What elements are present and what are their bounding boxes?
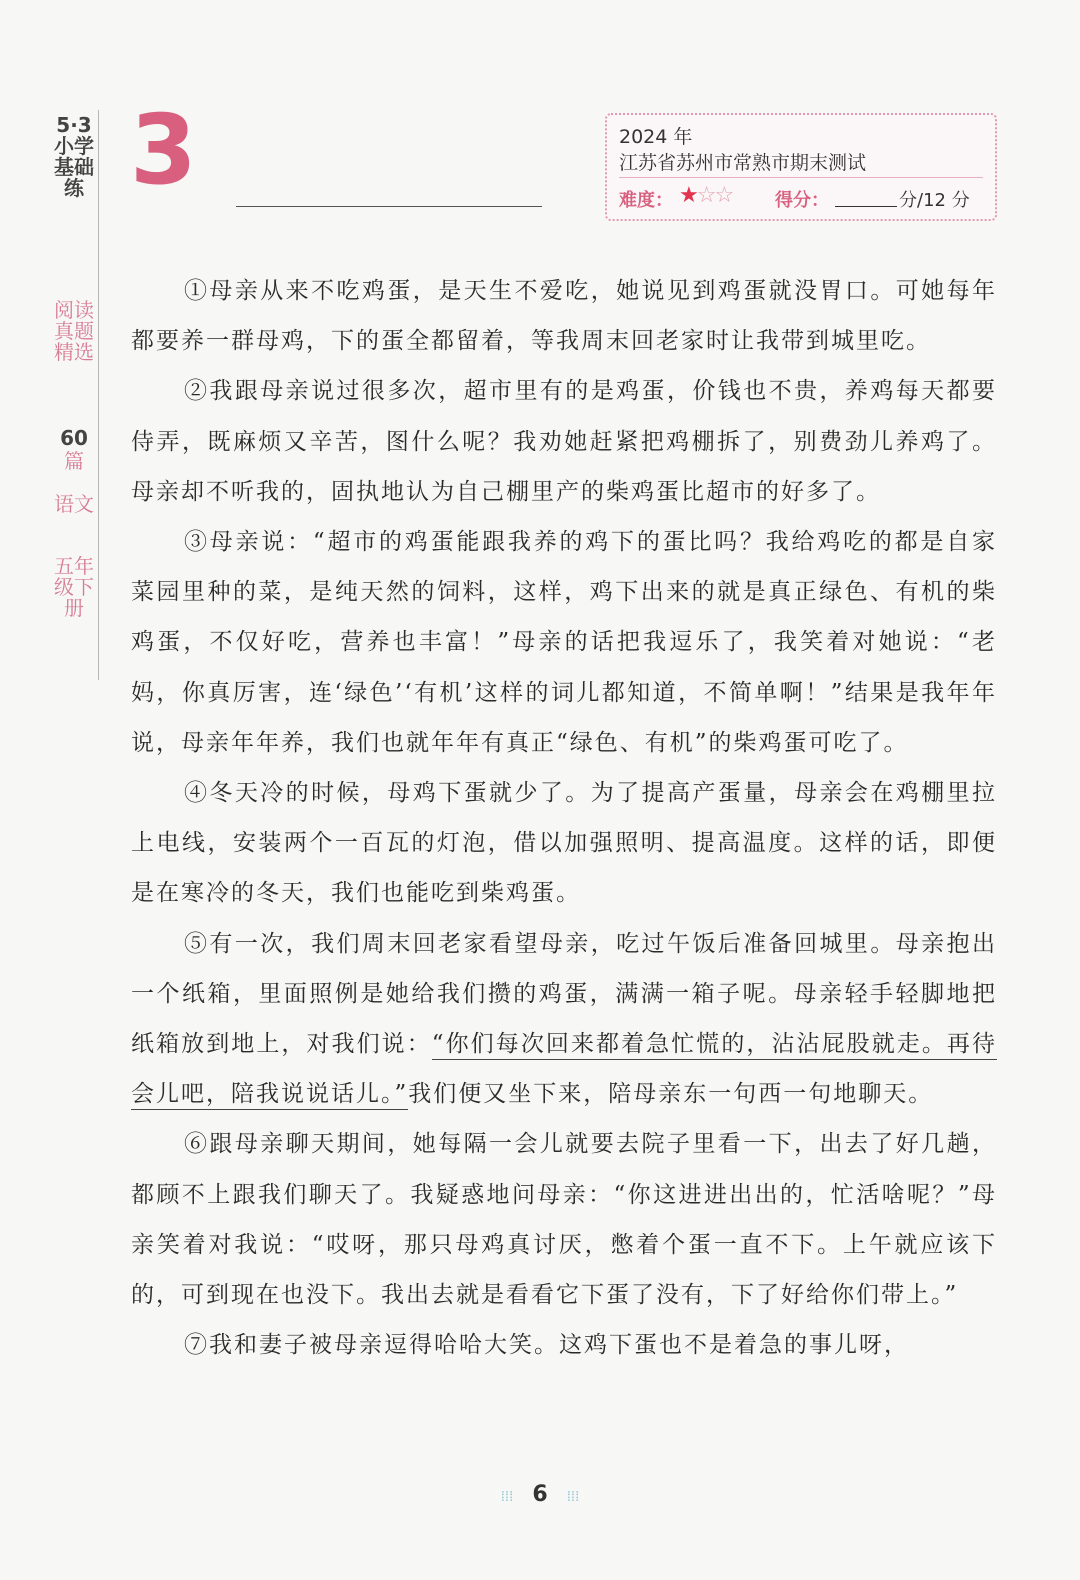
paragraph-text: ⑦我和妻子被母亲逗得哈哈大笑。这鸡下蛋也不是着急的事儿呀，	[184, 1332, 909, 1359]
star-empty-icon: ☆	[714, 183, 733, 208]
paragraph-text: 我们便又坐下来，陪母亲东一句西一句地聊天。	[408, 1081, 934, 1108]
exam-name: 江苏省苏州市常熟市期末测试	[619, 152, 867, 174]
footer-deco-right: ⁞⁞⁞	[566, 1487, 580, 1505]
spine-grade: 五年级下册	[54, 554, 94, 620]
score-blank[interactable]	[835, 206, 897, 207]
exam-info-box	[605, 113, 997, 221]
lesson-number: 3	[130, 94, 197, 206]
title-blank-line	[236, 206, 542, 207]
spine-unit: 篇	[64, 449, 84, 473]
underlined-sentence: “你们每次回来都着急忙慌的，沾沾屁股就走。再待会儿吧，陪我说说话儿。”	[131, 1031, 997, 1110]
paragraph-5	[131, 919, 997, 1120]
spine-book: 阅读真题精选	[54, 298, 94, 364]
difficulty-label: 难度：	[619, 190, 673, 211]
info-divider	[619, 177, 983, 178]
star-empty-icon: ☆	[696, 183, 715, 208]
paragraph-text: ⑤有一次，我们周末回老家看望母亲，吃过午饭后准备回城里。母亲抱出一个纸箱，里面照例是她给我们攒的鸡蛋，满满一箱子呢。母亲轻手轻脚地把纸箱放到地上，对我们说：	[131, 930, 997, 1058]
difficulty-stars	[679, 183, 732, 208]
paragraph-2	[131, 366, 997, 517]
footer-deco-left: ⁞⁞⁞	[500, 1487, 514, 1505]
paragraph-text: ②我跟母亲说过很多次，超市里有的是鸡蛋，价钱也不贵，养鸡每天都要侍弄，既麻烦又辛苦，图什么呢？我劝她赶紧把鸡棚拆了，别费劲儿养鸡了。母亲却不听我的，固执地认为自己棚里产的柴鸡蛋比超市的好多了。	[131, 378, 997, 505]
paragraph-4	[131, 768, 997, 919]
spine-series: 5·3小学基础练	[54, 113, 94, 200]
exam-year: 2024 年	[619, 126, 693, 148]
book-spine	[50, 110, 99, 680]
score-label: 得分：	[775, 190, 829, 211]
reading-passage	[131, 266, 997, 1370]
score-total: 分/12 分	[899, 190, 970, 211]
star-filled-icon: ★	[679, 183, 697, 208]
paragraph-7	[131, 1320, 997, 1370]
paragraph-text: ④冬天冷的时候，母鸡下蛋就少了。为了提高产蛋量，母亲会在鸡棚里拉上电线，安装两个一百瓦的灯泡，借以加强照明、提高温度。这样的话，即便是在寒冷的冬天，我们也能吃到柴鸡蛋。	[131, 780, 997, 907]
paragraph-6	[131, 1119, 997, 1320]
page-footer	[0, 1482, 1080, 1507]
paragraph-text: ①母亲从来不吃鸡蛋，是天生不爱吃，她说见到鸡蛋就没胃口。可她每年都要养一群母鸡，下的蛋全都留着，等我周末回老家时让我带到城里吃。	[131, 278, 997, 355]
spine-count: 60	[60, 426, 88, 450]
page-number: 6	[532, 1482, 548, 1507]
paragraph-text: ③母亲说：“超市的鸡蛋能跟我养的鸡下的蛋比吗？我给鸡吃的都是自家菜园里种的菜，是纯天然的饲料，这样，鸡下出来的就是真正绿色、有机的柴鸡蛋，不仅好吃，营养也丰富！”母亲的话把我逗乐了，我笑着对她说：“老妈，你真厉害，连‘绿色’‘有机’这样的词儿都知道，不简单啊！”结果是我年年说，母亲年年养，我们也就年年有真正“绿色、有机”的柴鸡蛋可吃了。	[131, 529, 997, 756]
paragraph-3	[131, 517, 997, 768]
paragraph-1	[131, 266, 997, 366]
spine-subject: 语文	[54, 492, 94, 516]
paragraph-text: ⑥跟母亲聊天期间，她每隔一会儿就要去院子里看一下，出去了好几趟，都顾不上跟我们聊天了。我疑惑地问母亲：“你这进进出出的，忙活啥呢？”母亲笑着对我说：“哎呀，那只母鸡真讨厌，憋着个蛋一直不下。上午就应该下的，可到现在也没下。我出去就是看看它下蛋了没有，下了好给你们带上。”	[131, 1131, 997, 1309]
